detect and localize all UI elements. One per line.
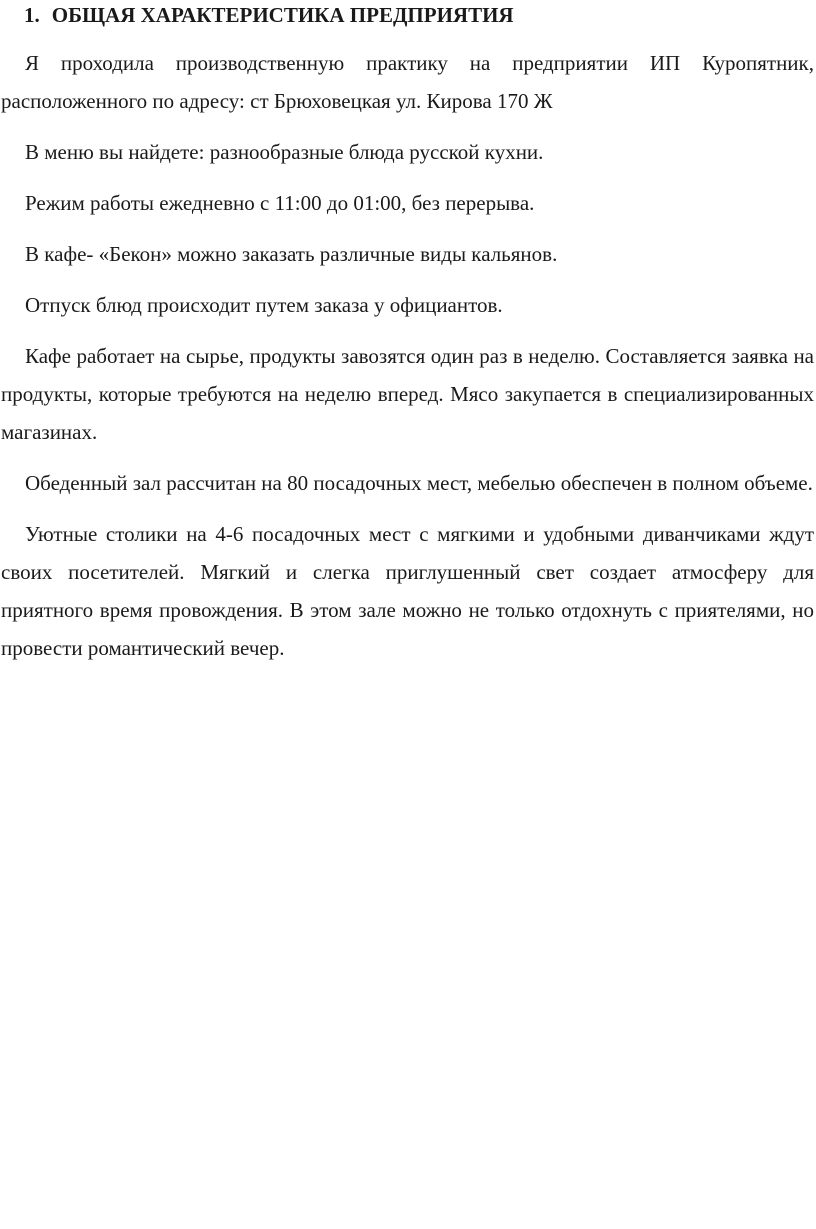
section-heading <box>24 2 514 28</box>
paragraph-atmosphere: Уютные столики на 4-6 посадочных мест с мягкими и удобными диванчиками ждут своих посетителей. Мягкий и слегка приглушенный свет создает атмосферу для приятного время провождения. В этом зале можно не только отдохнуть с приятелями, но провести романтический вечер. <box>1 522 814 660</box>
paragraph-service: Отпуск блюд происходит путем заказа у официантов. <box>25 293 503 317</box>
section-number: 1. <box>24 3 40 27</box>
paragraph-menu: В меню вы найдете: разнообразные блюда русской кухни. <box>25 140 544 164</box>
body-text <box>1 44 814 680</box>
paragraph-practice-location: Я проходила производственную практику на предприятии ИП Куропятник, расположенного по адресу: ст Брюховецкая ул. Кирова 170 Ж <box>1 51 814 113</box>
section-title: ОБЩАЯ ХАРАКТЕРИСТИКА ПРЕДПРИЯТИЯ <box>51 3 514 27</box>
paragraph-supply: Кафе работает на сырье, продукты завозятся один раз в неделю. Составляется заявка на продукты, которые требуются на неделю вперед. Мясо закупается в специализированных магазинах. <box>1 344 814 444</box>
paragraph-working-hours: Режим работы ежедневно с 11:00 до 01:00, без перерыва. <box>25 191 535 215</box>
paragraph-hookahs: В кафе- «Бекон» можно заказать различные виды кальянов. <box>25 242 558 266</box>
paragraph-dining-hall: Обеденный зал рассчитан на 80 посадочных мест, мебелью обеспечен в полном объеме. <box>25 471 813 495</box>
